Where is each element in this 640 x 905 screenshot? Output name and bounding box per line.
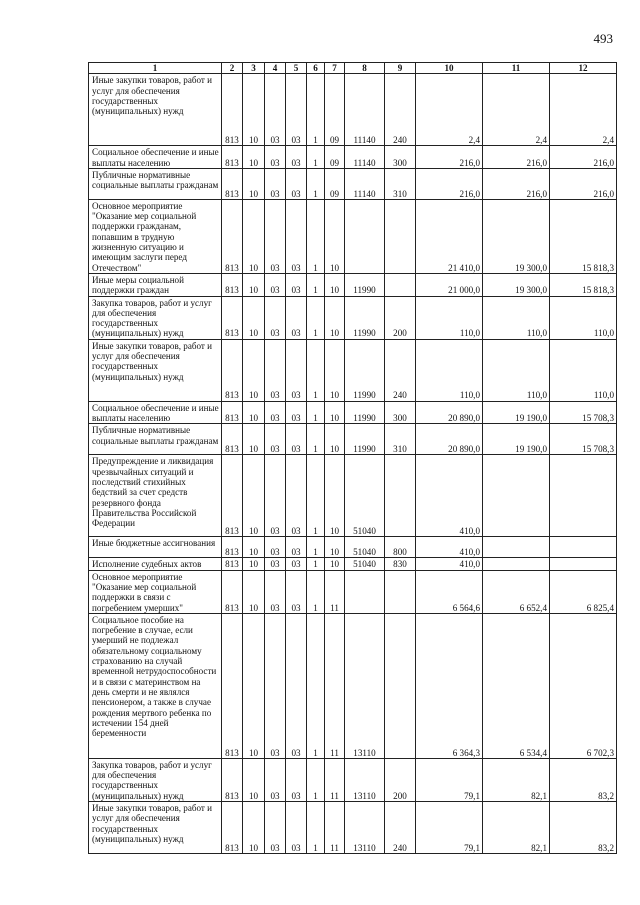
row-cell: 10 <box>325 537 345 558</box>
table-row <box>89 339 617 401</box>
row-cell: 110,0 <box>483 339 550 401</box>
row-cell: 03 <box>265 401 286 424</box>
row-cell: 10 <box>243 296 265 339</box>
row-cell: 10 <box>243 537 265 558</box>
row-cell <box>550 558 617 570</box>
table-row <box>89 199 617 273</box>
row-cell: 2,4 <box>550 74 617 146</box>
row-cell: 51040 <box>345 455 385 537</box>
row-name: Социальное обеспечение и иные выплаты населению <box>89 146 222 169</box>
row-cell: 03 <box>265 168 286 199</box>
row-cell: 6 534,4 <box>483 613 550 758</box>
row-cell: 240 <box>385 74 416 146</box>
row-cell: 10 <box>325 455 345 537</box>
row-cell: 03 <box>265 424 286 455</box>
row-cell <box>550 537 617 558</box>
row-cell: 240 <box>385 802 416 854</box>
row-cell: 03 <box>265 74 286 146</box>
row-cell: 813 <box>222 613 243 758</box>
row-cell: 813 <box>222 339 243 401</box>
row-cell: 13110 <box>345 613 385 758</box>
table-row <box>89 455 617 537</box>
row-cell <box>483 558 550 570</box>
row-cell: 82,1 <box>483 802 550 854</box>
row-cell: 83,2 <box>550 802 617 854</box>
row-cell: 216,0 <box>416 146 483 169</box>
row-cell: 200 <box>385 758 416 801</box>
row-cell: 09 <box>325 74 345 146</box>
row-cell: 11140 <box>345 74 385 146</box>
row-cell: 79,1 <box>416 758 483 801</box>
row-cell: 310 <box>385 168 416 199</box>
table-row <box>89 296 617 339</box>
row-cell: 10 <box>243 199 265 273</box>
row-cell: 13110 <box>345 802 385 854</box>
row-cell: 03 <box>286 273 307 296</box>
column-header: 1 <box>89 63 222 74</box>
row-cell: 03 <box>265 613 286 758</box>
budget-table <box>88 62 617 854</box>
row-cell: 813 <box>222 758 243 801</box>
row-cell: 79,1 <box>416 802 483 854</box>
row-cell: 1 <box>307 339 325 401</box>
row-name: Основное мероприятие "Оказание мер социальной поддержки в связи с погребением умерших" <box>89 570 222 613</box>
row-cell: 11140 <box>345 146 385 169</box>
row-cell: 6 702,3 <box>550 613 617 758</box>
row-cell: 10 <box>243 401 265 424</box>
row-cell: 10 <box>243 613 265 758</box>
row-cell: 110,0 <box>550 339 617 401</box>
row-cell: 03 <box>286 199 307 273</box>
row-cell: 11140 <box>345 168 385 199</box>
row-cell: 21 000,0 <box>416 273 483 296</box>
row-cell: 03 <box>265 199 286 273</box>
row-cell: 2,4 <box>483 74 550 146</box>
row-cell: 10 <box>243 758 265 801</box>
row-cell: 03 <box>286 146 307 169</box>
row-cell: 03 <box>265 537 286 558</box>
page-number: 493 <box>593 31 613 46</box>
row-cell: 15 708,3 <box>550 424 617 455</box>
table-row <box>89 74 617 146</box>
row-cell: 1 <box>307 273 325 296</box>
row-cell: 1 <box>307 802 325 854</box>
row-cell: 110,0 <box>550 296 617 339</box>
row-name: Иные закупки товаров, работ и услуг для обеспечения государственных (муниципальных) нужд <box>89 802 222 854</box>
row-cell: 51040 <box>345 558 385 570</box>
row-cell: 1 <box>307 146 325 169</box>
row-name: Закупка товаров, работ и услуг для обеспечения государственных (муниципальных) нужд <box>89 758 222 801</box>
row-name: Исполнение судебных актов <box>89 558 222 570</box>
column-header: 2 <box>222 63 243 74</box>
row-cell <box>385 199 416 273</box>
table-row <box>89 168 617 199</box>
row-name: Иные закупки товаров, работ и услуг для обеспечения государственных (муниципальных) нужд <box>89 339 222 401</box>
header-row <box>89 63 617 74</box>
row-name: Основное мероприятие "Оказание мер социальной поддержки гражданам, попавшим в трудную жизненную ситуацию и имеющим заслуги перед Отечеством" <box>89 199 222 273</box>
row-cell: 1 <box>307 168 325 199</box>
row-cell: 813 <box>222 455 243 537</box>
row-cell: 10 <box>243 558 265 570</box>
table-row <box>89 146 617 169</box>
row-cell: 216,0 <box>483 146 550 169</box>
row-cell: 410,0 <box>416 455 483 537</box>
table-row <box>89 758 617 801</box>
row-cell: 10 <box>243 455 265 537</box>
row-cell: 03 <box>286 339 307 401</box>
row-cell: 216,0 <box>416 168 483 199</box>
column-header: 5 <box>286 63 307 74</box>
row-cell: 03 <box>265 802 286 854</box>
row-cell: 300 <box>385 401 416 424</box>
row-cell: 20 890,0 <box>416 424 483 455</box>
row-cell: 1 <box>307 74 325 146</box>
row-cell: 20 890,0 <box>416 401 483 424</box>
row-cell: 10 <box>243 339 265 401</box>
row-cell: 03 <box>286 802 307 854</box>
row-cell: 1 <box>307 758 325 801</box>
row-cell: 10 <box>243 802 265 854</box>
row-cell: 310 <box>385 424 416 455</box>
row-cell: 1 <box>307 296 325 339</box>
row-cell: 813 <box>222 146 243 169</box>
row-cell <box>385 613 416 758</box>
row-name: Публичные нормативные социальные выплаты гражданам <box>89 168 222 199</box>
row-cell: 1 <box>307 570 325 613</box>
row-cell: 10 <box>243 168 265 199</box>
row-cell: 03 <box>286 168 307 199</box>
row-cell: 03 <box>286 758 307 801</box>
row-cell: 19 190,0 <box>483 401 550 424</box>
row-cell: 11990 <box>345 273 385 296</box>
table-row <box>89 802 617 854</box>
table-row <box>89 558 617 570</box>
column-header: 11 <box>483 63 550 74</box>
row-cell: 11990 <box>345 339 385 401</box>
row-cell: 800 <box>385 537 416 558</box>
row-cell: 09 <box>325 146 345 169</box>
row-cell: 11 <box>325 613 345 758</box>
row-cell: 11 <box>325 758 345 801</box>
row-cell: 19 300,0 <box>483 199 550 273</box>
row-name: Иные меры социальной поддержки граждан <box>89 273 222 296</box>
row-cell: 1 <box>307 401 325 424</box>
row-cell: 10 <box>325 273 345 296</box>
row-name: Закупка товаров, работ и услуг для обеспечения государственных (муниципальных) нужд <box>89 296 222 339</box>
row-cell: 03 <box>286 74 307 146</box>
row-cell: 813 <box>222 74 243 146</box>
row-cell: 03 <box>286 424 307 455</box>
row-cell: 813 <box>222 296 243 339</box>
row-cell: 10 <box>243 74 265 146</box>
row-cell <box>483 455 550 537</box>
row-cell: 813 <box>222 558 243 570</box>
row-cell: 10 <box>243 273 265 296</box>
row-cell: 1 <box>307 199 325 273</box>
row-cell: 813 <box>222 199 243 273</box>
row-cell: 1 <box>307 558 325 570</box>
row-cell: 83,2 <box>550 758 617 801</box>
column-header: 12 <box>550 63 617 74</box>
row-name: Социальное обеспечение и иные выплаты населению <box>89 401 222 424</box>
column-header: 4 <box>265 63 286 74</box>
row-cell <box>345 199 385 273</box>
row-cell: 6 564,6 <box>416 570 483 613</box>
row-cell: 11990 <box>345 424 385 455</box>
row-cell: 15 818,3 <box>550 273 617 296</box>
row-cell: 6 364,3 <box>416 613 483 758</box>
row-cell: 09 <box>325 168 345 199</box>
row-cell: 110,0 <box>416 339 483 401</box>
row-cell: 19 190,0 <box>483 424 550 455</box>
row-cell: 11990 <box>345 401 385 424</box>
row-cell: 813 <box>222 401 243 424</box>
row-cell: 110,0 <box>483 296 550 339</box>
row-cell: 1 <box>307 613 325 758</box>
table-row <box>89 570 617 613</box>
row-cell: 15 708,3 <box>550 401 617 424</box>
row-cell: 240 <box>385 339 416 401</box>
row-cell: 11 <box>325 570 345 613</box>
row-cell: 1 <box>307 455 325 537</box>
row-cell: 813 <box>222 168 243 199</box>
column-header: 3 <box>243 63 265 74</box>
row-cell: 10 <box>325 199 345 273</box>
table-row <box>89 273 617 296</box>
row-cell <box>385 273 416 296</box>
column-header: 6 <box>307 63 325 74</box>
row-cell: 82,1 <box>483 758 550 801</box>
row-cell: 03 <box>286 570 307 613</box>
row-cell: 6 825,4 <box>550 570 617 613</box>
row-cell: 03 <box>265 273 286 296</box>
row-cell: 03 <box>265 296 286 339</box>
row-cell: 6 652,4 <box>483 570 550 613</box>
row-cell: 813 <box>222 570 243 613</box>
table-row <box>89 401 617 424</box>
row-name: Предупреждение и ликвидация чрезвычайных ситуаций и последствий стихийных бедствий за счет средств резервного фонда Правительства Российской Федерации <box>89 455 222 537</box>
row-cell: 10 <box>243 424 265 455</box>
row-cell: 03 <box>265 339 286 401</box>
row-name: Социальное пособие на погребение в случае, если умерший не подлежал обязательному социальному страхованию на случай временной нетрудоспособности и в связи с материнством на день смерти и не являлся пенсионером, а также в случае рождения мертвого ребенка по истечении 154 дней беременности <box>89 613 222 758</box>
row-cell: 19 300,0 <box>483 273 550 296</box>
row-cell: 1 <box>307 537 325 558</box>
row-cell: 10 <box>325 296 345 339</box>
row-cell: 03 <box>265 758 286 801</box>
row-cell: 51040 <box>345 537 385 558</box>
row-cell: 216,0 <box>483 168 550 199</box>
row-cell: 1 <box>307 424 325 455</box>
row-cell: 10 <box>243 570 265 613</box>
row-cell: 410,0 <box>416 537 483 558</box>
row-cell: 13110 <box>345 758 385 801</box>
row-cell: 10 <box>325 339 345 401</box>
row-cell: 03 <box>265 558 286 570</box>
row-cell <box>550 455 617 537</box>
row-cell: 03 <box>286 613 307 758</box>
row-cell: 2,4 <box>416 74 483 146</box>
row-cell: 10 <box>243 146 265 169</box>
row-cell: 813 <box>222 802 243 854</box>
row-cell: 10 <box>325 401 345 424</box>
row-cell: 03 <box>265 570 286 613</box>
row-cell <box>483 537 550 558</box>
row-cell <box>385 570 416 613</box>
row-cell: 216,0 <box>550 168 617 199</box>
table-row <box>89 424 617 455</box>
row-cell: 10 <box>325 424 345 455</box>
column-header: 8 <box>345 63 385 74</box>
row-cell: 813 <box>222 273 243 296</box>
row-cell <box>385 455 416 537</box>
row-cell: 11990 <box>345 296 385 339</box>
column-header: 9 <box>385 63 416 74</box>
row-cell <box>345 570 385 613</box>
row-cell: 410,0 <box>416 558 483 570</box>
column-header: 7 <box>325 63 345 74</box>
row-name: Публичные нормативные социальные выплаты гражданам <box>89 424 222 455</box>
row-cell: 03 <box>286 558 307 570</box>
table-row <box>89 613 617 758</box>
row-cell: 830 <box>385 558 416 570</box>
row-cell: 813 <box>222 424 243 455</box>
row-cell: 21 410,0 <box>416 199 483 273</box>
row-cell: 200 <box>385 296 416 339</box>
table-row <box>89 537 617 558</box>
row-cell: 10 <box>325 558 345 570</box>
row-cell: 11 <box>325 802 345 854</box>
row-name: Иные бюджетные ассигнования <box>89 537 222 558</box>
row-cell: 03 <box>286 401 307 424</box>
row-cell: 03 <box>286 455 307 537</box>
row-cell: 216,0 <box>550 146 617 169</box>
row-name: Иные закупки товаров, работ и услуг для обеспечения государственных (муниципальных) нужд <box>89 74 222 146</box>
row-cell: 03 <box>286 296 307 339</box>
row-cell: 03 <box>286 537 307 558</box>
row-cell: 15 818,3 <box>550 199 617 273</box>
row-cell: 813 <box>222 537 243 558</box>
row-cell: 300 <box>385 146 416 169</box>
column-header: 10 <box>416 63 483 74</box>
row-cell: 03 <box>265 146 286 169</box>
row-cell: 110,0 <box>416 296 483 339</box>
row-cell: 03 <box>265 455 286 537</box>
